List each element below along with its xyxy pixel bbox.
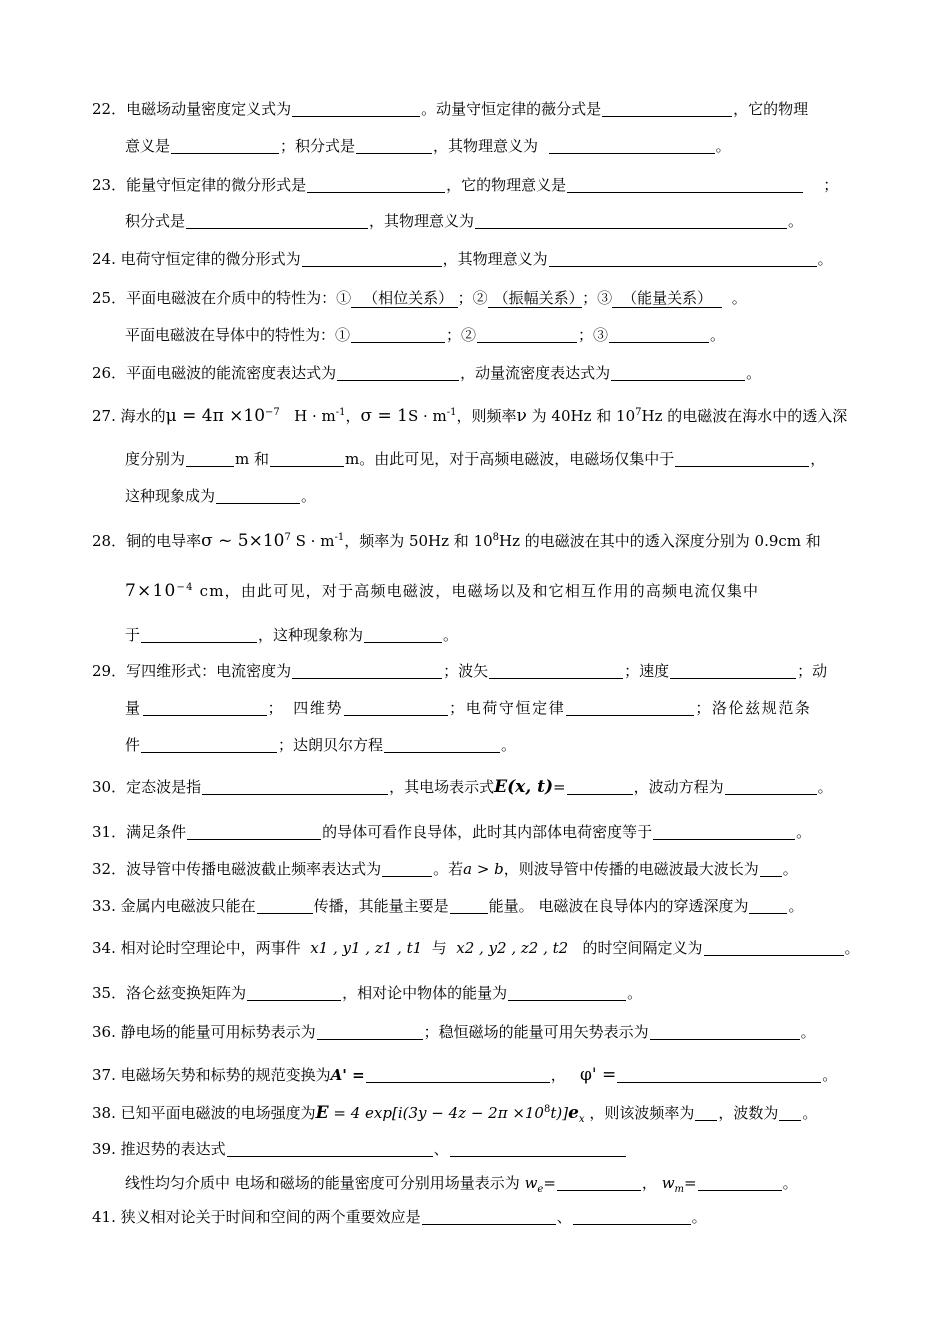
blank[interactable]: [567, 176, 803, 193]
blank[interactable]: [549, 250, 817, 267]
blank[interactable]: [202, 778, 388, 795]
question-33: 33. 金属内电磁波只能在 传播，其能量主要是 能量。 电磁波在良导体内的穿透深度为 。: [92, 897, 804, 915]
blank[interactable]: [573, 1208, 691, 1225]
question-29-line-1: 29．写四维形式：电流密度为 ；波矢 ；速度 ；动: [92, 662, 828, 680]
blank[interactable]: [650, 1023, 800, 1040]
question-23-line-2: 积分式是 ，其物理意义为 。: [125, 212, 804, 230]
blank[interactable]: [704, 939, 844, 956]
blank[interactable]: [364, 626, 442, 643]
blank[interactable]: [292, 100, 420, 117]
blank[interactable]: [351, 326, 445, 343]
blank[interactable]: [609, 326, 709, 343]
blank[interactable]: [186, 212, 368, 229]
blank[interactable]: [257, 897, 313, 914]
blank[interactable]: [617, 1066, 821, 1083]
blank[interactable]: [653, 823, 795, 840]
blank[interactable]: [749, 897, 787, 914]
blank[interactable]: [366, 1066, 550, 1083]
question-28-line-2: $7\times 10^{-4}$ cm，由此可见，对于高频电磁波，电磁场以及和它相互作用的高频电流仅集中: [125, 581, 760, 601]
blank[interactable]: [549, 137, 715, 154]
blank[interactable]: [557, 1174, 641, 1191]
blank[interactable]: [508, 984, 626, 1001]
question-27-line-1: 27. 海水的$\mu = 4\pi \times 10^{-7}$ $H \cdot m^{-1}$，$\sigma = 1S \cdot m^{-1}$，则频率ν 为 40Hz 和 $10^7Hz$ 的电磁波在海水中的透入深: [92, 406, 848, 426]
blank[interactable]: [384, 736, 500, 753]
blank[interactable]: [186, 450, 234, 467]
question-27-line-3: 这种现象成为 。: [125, 487, 317, 505]
blank[interactable]: [141, 736, 277, 753]
blank[interactable]: [477, 326, 577, 343]
question-28-line-3: 于 ，这种现象称为 。: [125, 626, 459, 644]
blank[interactable]: [422, 1208, 556, 1225]
blank[interactable]: [292, 662, 442, 679]
blank[interactable]: [695, 1104, 717, 1121]
blank[interactable]: [779, 1104, 801, 1121]
blank[interactable]: [611, 364, 745, 381]
answer-phase-relation: （相位关系）: [351, 289, 458, 308]
question-40: 线性均匀介质中 电场和磁场的能量密度可分别用场量表示为 $w_e=$ ， $w_m=$ 。: [125, 1174, 798, 1195]
blank[interactable]: [760, 860, 782, 877]
question-25-line-1: 25．平面电磁波在介质中的特性为：① （相位关系） ；② （振幅关系） ；③ （能量关系） 。: [92, 289, 747, 307]
question-22-line-1: 22．电磁场动量密度定义式为 。动量守恒定律的薇分式是 ，它的物理: [92, 100, 809, 118]
answer-energy-relation: （能量关系）: [612, 289, 722, 308]
question-29-line-3: 件 ；达朗贝尔方程 。: [125, 736, 517, 754]
blank[interactable]: [450, 1140, 626, 1157]
question-36: 36. 静电场的能量可用标势表示为 ；稳恒磁场的能量可用矢势表示为 。: [92, 1023, 816, 1041]
question-34: 34. 相对论时空理论中，两事件 x1 , y1 , z1 , t1 与 x2 , y2 , z2 , t2 的时空间隔定义为 。: [92, 939, 860, 957]
blank[interactable]: [450, 897, 488, 914]
question-23-line-1: 23．能量守恒定律的微分形式是 ，它的物理意义是 ；: [92, 176, 839, 194]
question-28-line-1: 28．铜的电导率σ ~ $5\times 10^7$ $S \cdot m^{-1}$，频率为 50Hz 和 $10^8Hz$ 的电磁波在其中的透入深度分别为 0.9cm 和: [92, 531, 821, 551]
event-2: x2 , y2 , z2 , t2: [456, 939, 569, 957]
question-32: 32．波导管中传播电磁波截止频率表达式为 。若a > b，则波导管中传播的电磁波最大波长为 。: [92, 860, 798, 878]
blank[interactable]: [143, 699, 267, 716]
blank[interactable]: [670, 662, 796, 679]
event-1: x1 , y1 , z1 , t1: [310, 939, 423, 957]
blank[interactable]: [187, 823, 321, 840]
question-29-line-2: 量 ； 四维势 ；电荷守恒定律 ；洛伦兹规范条: [125, 699, 812, 717]
blank[interactable]: [337, 364, 459, 381]
blank[interactable]: [675, 450, 809, 467]
blank[interactable]: [344, 699, 448, 716]
blank[interactable]: [302, 250, 442, 267]
answer-amplitude-relation: （振幅关系）: [488, 289, 583, 308]
blank[interactable]: [698, 1174, 782, 1191]
blank[interactable]: [141, 626, 257, 643]
question-24: 24. 电荷守恒定律的微分形式为 ，其物理意义为 。: [92, 250, 833, 268]
question-41: 41. 狭义相对论关于时间和空间的两个重要效应是 、 。: [92, 1208, 707, 1226]
blank[interactable]: [489, 662, 623, 679]
blank[interactable]: [725, 778, 817, 795]
blank[interactable]: [566, 699, 694, 716]
question-35: 35．洛仑兹变换矩阵为 ，相对论中物体的能量为 。: [92, 984, 643, 1002]
question-39: 39. 推迟势的表达式 、: [92, 1138, 872, 1160]
blank[interactable]: [307, 176, 445, 193]
blank[interactable]: [227, 1140, 433, 1157]
blank[interactable]: [602, 100, 732, 117]
blank[interactable]: [270, 450, 344, 467]
question-37: 37. 电磁场矢势和标势的规范变换为A' = ， φ' = 。: [92, 1065, 838, 1085]
question-26: 26．平面电磁波的能流密度表达式为 ，动量流密度表达式为 。: [92, 364, 762, 382]
blank[interactable]: [382, 860, 432, 877]
blank[interactable]: [475, 212, 787, 229]
question-38: 38. 已知平面电磁波的电场强度为E = 4 $\exp[i(3y - 4z - 2\pi \times 10^8t)]e_x$ ，则该波频率为 ，波数为 。: [92, 1103, 818, 1125]
blank[interactable]: [356, 137, 432, 154]
blank[interactable]: [317, 1023, 423, 1040]
blank[interactable]: [216, 487, 300, 504]
question-27-line-2: 度分别为 m 和 m。由此可见，对于高频电磁波，电磁场仅集中于 ，: [125, 450, 826, 468]
question-22-line-2: 意义是 ；积分式是 ，其物理意义为 。: [125, 137, 731, 155]
blank[interactable]: [171, 137, 279, 154]
question-25-line-2: 平面电磁波在导体中的特性为：① ；② ；③ 。: [125, 326, 726, 344]
question-30: 30．定态波是指 ，其电场表示式E(x, t)= ，波动方程为 。: [92, 777, 833, 797]
electric-field-expression: E(x, t): [494, 777, 553, 797]
blank[interactable]: [247, 984, 341, 1001]
blank[interactable]: [567, 778, 633, 795]
question-31: 31．满足条件 的导体可看作良导体，此时其内部体电荷密度等于 。: [92, 823, 812, 841]
